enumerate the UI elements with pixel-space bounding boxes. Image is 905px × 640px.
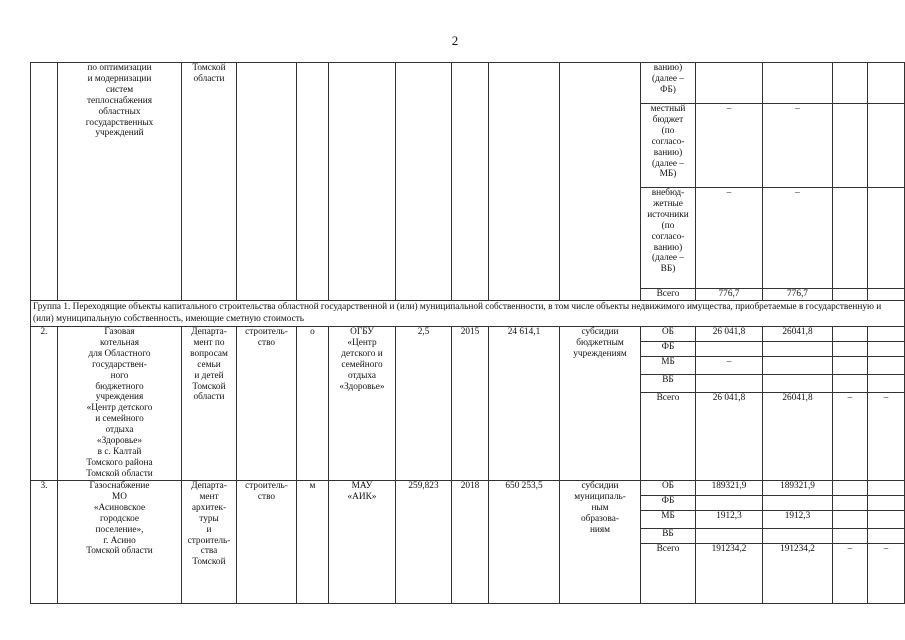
row3-source-label: ОБ <box>641 481 696 496</box>
mb-value-2: – <box>763 104 833 188</box>
row2-financing-form: субсидии бюджетным учреждениям <box>560 327 641 481</box>
row3-object-name: Газоснабжение МО «Асиновское городское поселение», г. Асино Томской области <box>58 481 182 604</box>
object-row-3 <box>31 481 905 496</box>
fb-source-label: ванию) (далее – ФБ) <box>641 63 696 104</box>
total-value-2: 776,7 <box>763 289 833 301</box>
row3-source-value-2: 189321,9 <box>763 481 833 496</box>
row3-total-label: Всего <box>641 544 696 604</box>
row2-estimated-cost: 24 614,1 <box>489 327 560 481</box>
row3-financing-form: субсидии муниципаль- ным образова- ниям <box>560 481 641 604</box>
row3-ownership-letter: м <box>297 481 329 604</box>
mb-value-1: – <box>696 104 763 188</box>
row3-customer: Департа- мент архитек- туры и строитель- ства Томской <box>182 481 237 604</box>
row2-recipient: ОГБУ «Центр детского и семейного отдыха «Здоровье» <box>329 327 396 481</box>
row3-work-type: строитель- ство <box>237 481 297 604</box>
row2-capacity: 2,5 <box>396 327 452 481</box>
row3-source-label: МБ <box>641 511 696 529</box>
cont-num-cell <box>31 63 58 301</box>
row3-estimated-cost: 650 253,5 <box>489 481 560 604</box>
row2-customer: Департа- мент по вопросам семьи и детей Томской области <box>182 327 237 481</box>
row2-total-value-2: 26041,8 <box>763 393 833 481</box>
group-header-row <box>31 301 905 327</box>
capital-construction-table <box>30 62 905 604</box>
row3-total-value-4: – <box>868 544 905 604</box>
group-1-header: Группа 1. Переходящие объекты капитального строительства областной государственной и (или) муниципальной собственности, в том числе объекты недвижимого имущества, приобретаемые в государственную и (или) муниципальную собственность, имеющие сметную стоимость <box>31 301 905 327</box>
row2-source-label: МБ <box>641 357 696 375</box>
cont-object-name: по оптимизации и модернизации систем теплоснабжения областных государственных учреждений <box>58 63 182 301</box>
row3-total-value-2: 191234,2 <box>763 544 833 604</box>
vb-value-2: – <box>763 188 833 289</box>
row2-source-value-1: 26 041,8 <box>696 327 763 342</box>
vb-value-1: – <box>696 188 763 289</box>
mb-source-label: местный бюджет (по согласо- ванию) (далее – МБ) <box>641 104 696 188</box>
row2-work-type: строитель- ство <box>237 327 297 481</box>
row3-source-label: ВБ <box>641 529 696 544</box>
row3-source-value-1: 1912,3 <box>696 511 763 529</box>
row3-recipient: МАУ «АИК» <box>329 481 396 604</box>
row3-source-label: ФБ <box>641 496 696 511</box>
row2-source-label: ВБ <box>641 375 696 393</box>
row2-ownership-letter: о <box>297 327 329 481</box>
continuation-fb-row <box>31 63 905 104</box>
row2-total-value-4: – <box>868 393 905 481</box>
total-label: Всего <box>641 289 696 301</box>
object-row-2 <box>31 327 905 342</box>
row2-object-name: Газовая котельная для Областного государствен- ного бюджетного учреждения «Центр детского и семейного отдыха «Здоровье» в с. Калтай Томского района Томской области <box>58 327 182 481</box>
row2-source-label: ОБ <box>641 327 696 342</box>
row2-source-value-2: 26041,8 <box>763 327 833 342</box>
row3-total-value-1: 191234,2 <box>696 544 763 604</box>
total-value-1: 776,7 <box>696 289 763 301</box>
row2-source-value-1: – <box>696 357 763 375</box>
row2-number: 2. <box>31 327 58 481</box>
page-number: 2 <box>451 33 459 48</box>
row3-capacity: 259,823 <box>396 481 452 604</box>
row2-total-value-3: – <box>833 393 868 481</box>
vb-source-label: внебюд- жетные источники (по согласо- ванию) (далее – ВБ) <box>641 188 696 289</box>
row2-year: 2015 <box>452 327 489 481</box>
row2-total-value-1: 26 041,8 <box>696 393 763 481</box>
row3-year: 2018 <box>452 481 489 604</box>
row2-source-label: ФБ <box>641 342 696 357</box>
row2-total-label: Всего <box>641 393 696 481</box>
row3-source-value-2: 1912,3 <box>763 511 833 529</box>
row3-source-value-1: 189321,9 <box>696 481 763 496</box>
cont-customer: Томской области <box>182 63 237 301</box>
row3-total-value-3: – <box>833 544 868 604</box>
row3-number: 3. <box>31 481 58 604</box>
